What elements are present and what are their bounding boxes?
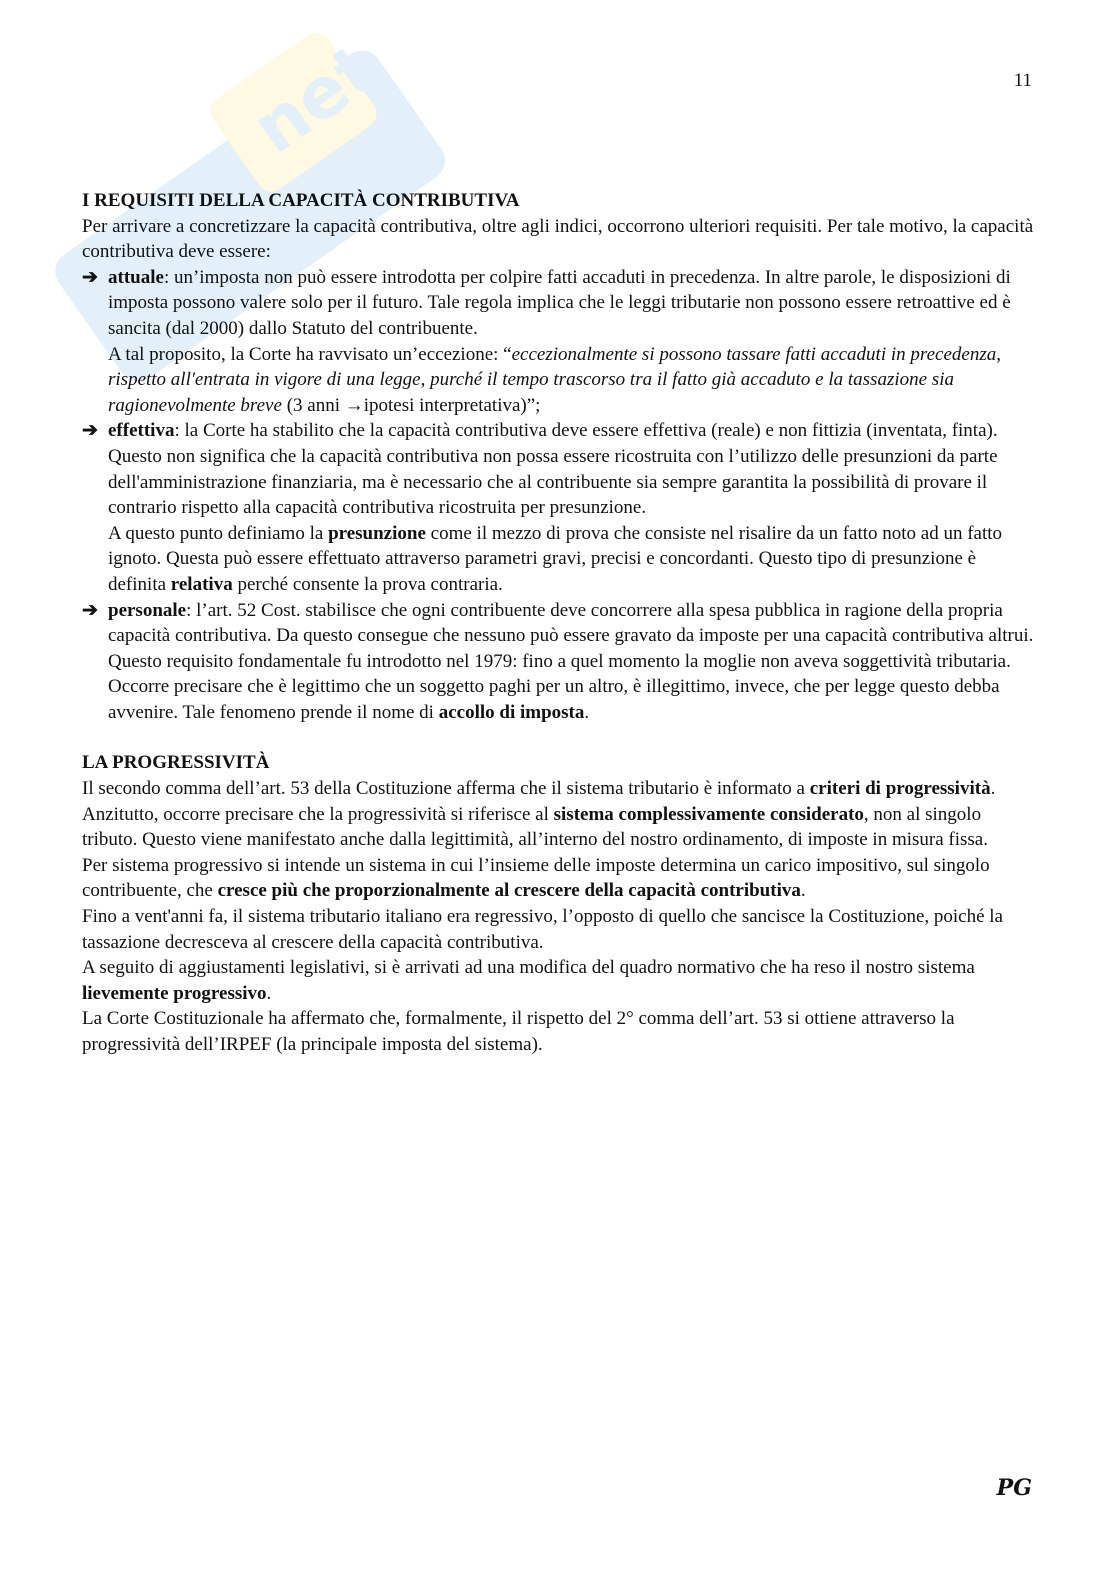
paragraph: Il secondo comma dell’art. 53 della Costituzione afferma che il sistema tributario è informato a criteri di progressività. — [82, 778, 996, 800]
term-attuale: attuale — [108, 266, 164, 288]
arrow-bullet-icon: ➔ — [82, 599, 98, 621]
arrow-bullet-icon: ➔ — [82, 266, 98, 288]
term-relativa: relativa — [170, 573, 233, 595]
paragraph: A seguito di aggiustamenti legislativi, si è arrivati ad una modifica del quadro normativo che ha reso il nostro sistema lievemente progressivo. — [82, 957, 975, 1004]
term-personale: personale — [108, 599, 187, 621]
paragraph: Fino a vent'anni fa, il sistema tributario italiano era regressivo, l’opposto di quello che sancisce la Costituzione, poiché la tassazione decresceva al crescere della capacità contributiva. — [82, 906, 1003, 953]
page-number: 11 — [1013, 70, 1032, 91]
list-item-personale: ➔ personale: l’art. 52 Cost. stabilisce che ogni contribuente deve concorrere alla spesa pubblica in ragione della propria capacità contributiva. Da questo consegue che nessuno può essere gravato da imposte per una capacità contributiva altrui. Questo requisito fondamentale fu introdotto nel 1979: fino a quel momento la moglie non aveva soggettività tributaria. Occorre precisare che è legittimo che un soggetto paghi per un altro, è illegittimo, invece, che per legge questo debba avvenire. Tale fenomeno prende il nome di accollo di imposta. — [82, 599, 1034, 723]
section-intro: Per arrivare a concretizzare la capacità contributiva, oltre agli indici, occorrono ulteriori requisiti. Per tale motivo, la capacità contributiva deve essere: — [82, 215, 1034, 263]
author-signature: PG — [996, 1475, 1032, 1501]
section-heading-progressivita: LA PROGRESSIVITÀ — [82, 752, 270, 774]
quote-corte: eccezionalmente si possono tassare fatti accaduti in precedenza, rispetto all'entrata in vigore di una legge, purché il tempo trascorso tra il fatto già accaduto e la tassazione sia ragionevolmente breve — [108, 343, 1001, 416]
section-heading-requisiti: I REQUISITI DELLA CAPACITÀ CONTRIBUTIVA — [82, 190, 520, 211]
watermark-text: net — [237, 27, 392, 170]
paragraph: La Corte Costituzionale ha affermato che, formalmente, il rispetto del 2° comma dell’art. 53 si ottiene attraverso la progressività dell’IRPEF (la principale imposta del sistema). — [82, 1008, 955, 1055]
term-effettiva: effettiva — [108, 420, 175, 442]
term-accollo: accollo di imposta — [438, 701, 585, 723]
paragraph: Per sistema progressivo si intende un sistema in cui l’insieme delle imposte determina un carico impositivo, sul singolo contribuente, che cresce più che proporzionalmente al crescere della capacità contributiva. — [82, 854, 990, 902]
text-attuale: : un’imposta non può essere introdotta per colpire fatti accaduti in precedenza. In altre parole, le disposizioni di imposta possono valere solo per il futuro. Tale regola implica che le leggi tributarie non possono essere retroattive ed è sancita (dal 2000) dallo Statuto del contribuente. — [108, 266, 1011, 339]
paragraph: Anzitutto, occorre precisare che la progressività si riferisce al sistema complessivamente considerato, non al singolo tributo. Questo viene manifestato anche dalla legittimità, all’interno del nostro ordinamento, di imposte in misura fissa. — [82, 803, 988, 851]
text-personale-2: Questo requisito fondamentale fu introdotto nel 1979: fino a quel momento la moglie non aveva soggettività tributaria. — [108, 650, 1011, 672]
document-body — [82, 188, 1034, 1058]
text-effettiva: : la Corte ha stabilito che la capacità contributiva deve essere effettiva (reale) e non fittizia (inventata, finta). Questo non significa che la capacità contributiva non possa essere ricostruita con l’utilizzo delle presunzioni da parte dell'amministrazione finanziaria, ma è necessario che al contribuente sia sempre garantita la possibilità di provare il contrario rispetto alla capacità contributiva ricostruita per presunzione. — [108, 420, 998, 519]
arrow-bullet-icon: ➔ — [82, 420, 98, 442]
text-personale: : l’art. 52 Cost. stabilisce che ogni contribuente deve concorrere alla spesa pubblica in ragione della propria capacità contributiva. Da questo consegue che nessuno può essere gravato da imposte per una capacità contributiva altrui. — [108, 599, 1034, 647]
list-item-attuale: ➔ attuale: un’imposta non può essere introdotta per colpire fatti accaduti in precedenza. In altre parole, le disposizioni di imposta possono valere solo per il futuro. Tale regola implica che le leggi tributarie non possono essere retroattive ed è sancita (dal 2000) dallo Statuto del contribuente. A tal proposito, la Corte ha ravvisato un’eccezione: “eccezionalmente si possono tassare fatti accaduti in precedenza, rispetto all'entrata in vigore di una legge, purché il tempo trascorso tra il fatto già accaduto e la tassazione sia ragionevolmente breve (3 anni →ipotesi interpretativa)”; — [82, 266, 1011, 416]
term-presunzione: presunzione — [328, 522, 426, 544]
list-item-effettiva: ➔ effettiva: la Corte ha stabilito che la capacità contributiva deve essere effettiva (reale) e non fittizia (inventata, finta). Questo non significa che la capacità contributiva non possa essere ricostruita con l’utilizzo delle presunzioni da parte dell'amministrazione finanziaria, ma è necessario che al contribuente sia sempre garantita la possibilità di provare il contrario rispetto alla capacità contributiva ricostruita per presunzione. A questo punto definiamo la presunzione come il mezzo di prova che consiste nel risalire da un fatto noto ad un fatto ignoto. Questa può essere effettuato attraverso parametri gravi, precisi e concordanti. Questo tipo di presunzione è definita relativa perché consente la prova contraria. — [82, 420, 1003, 595]
